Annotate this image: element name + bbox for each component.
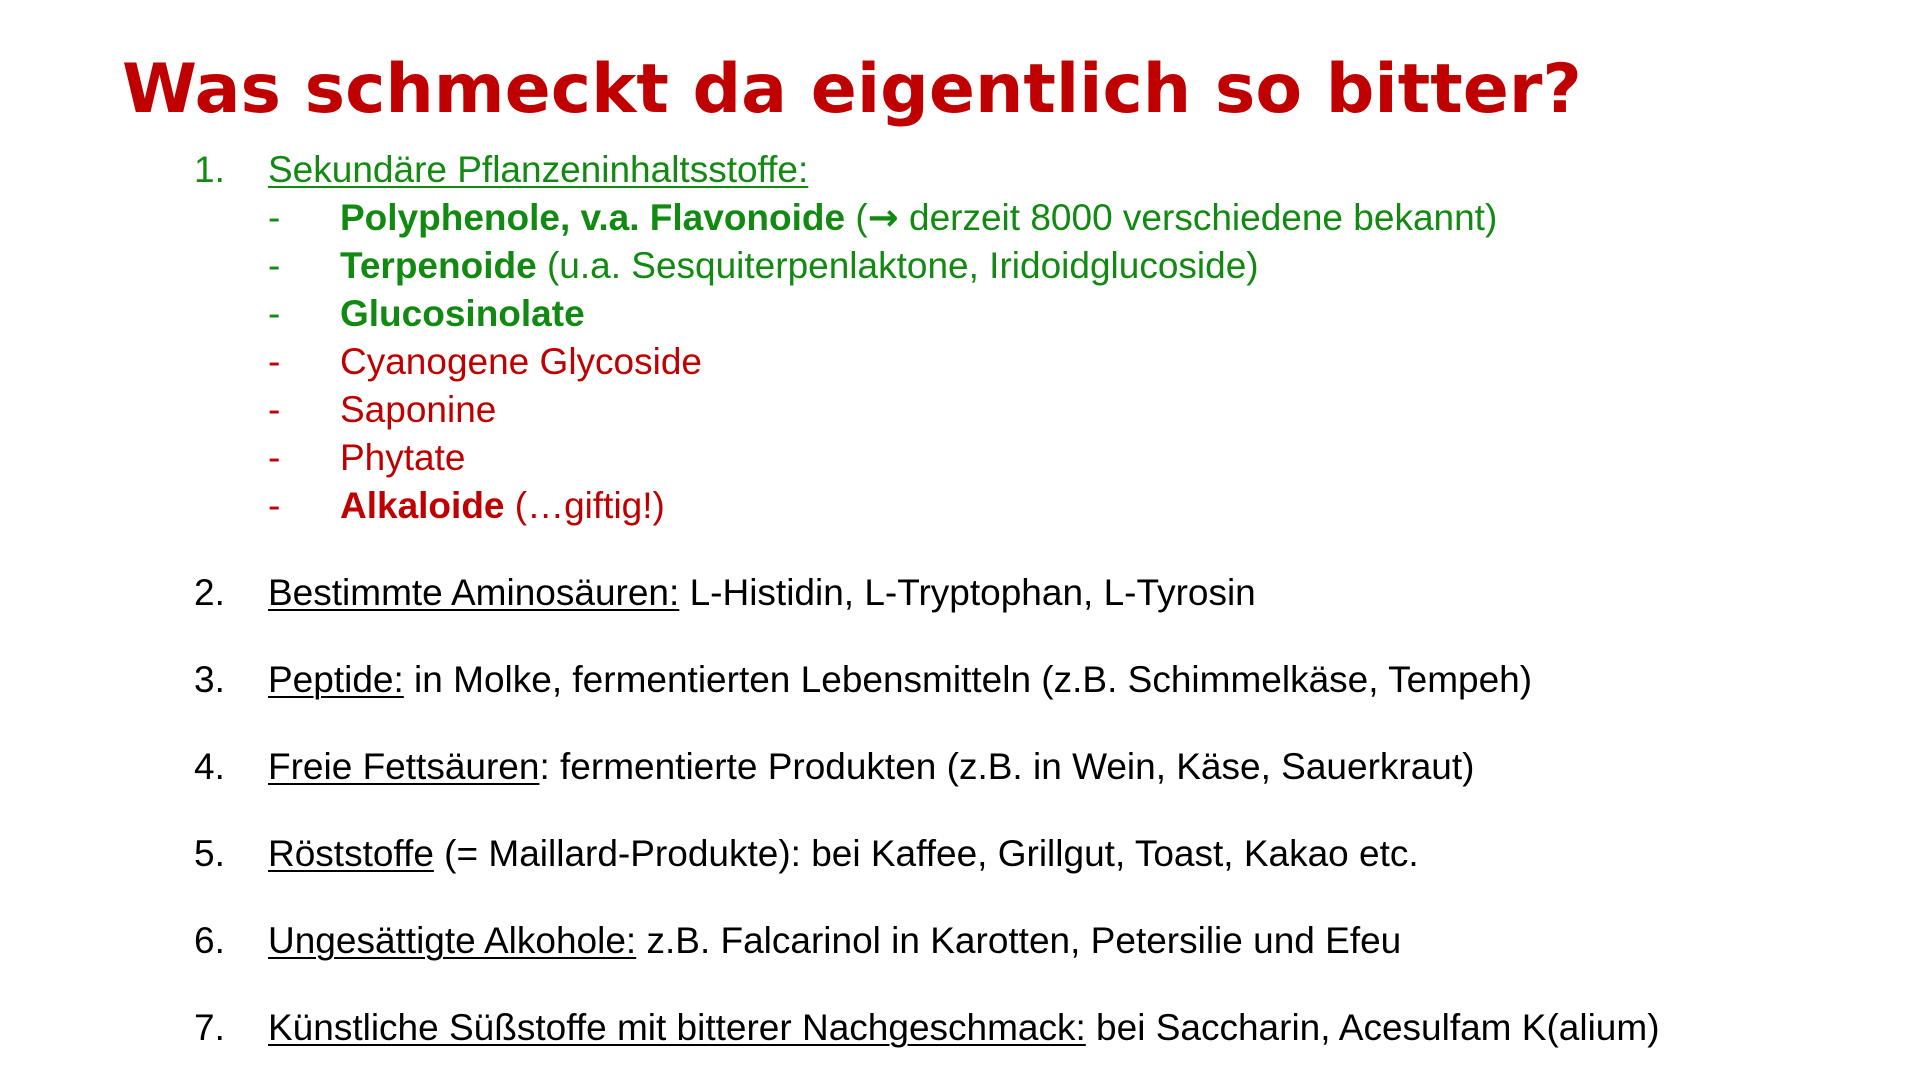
- list-item-1: [194, 146, 1894, 194]
- bullet-item: [194, 482, 1894, 530]
- arrow-right-icon: →: [867, 196, 899, 239]
- item-number: 2.: [194, 572, 225, 613]
- item-number: 7.: [194, 1007, 225, 1048]
- bullet-paren-open: (: [845, 197, 868, 238]
- item-heading: Peptide:: [268, 659, 404, 700]
- list-item-6: [194, 917, 1894, 965]
- item-number: 5.: [194, 833, 225, 874]
- item-text: L-Histidin, L-Tryptophan, L-Tyrosin: [679, 572, 1256, 613]
- bullet-dash: -: [268, 197, 281, 238]
- item-heading: Künstliche Süßstoffe mit bitterer Nachgeschmack:: [268, 1007, 1086, 1048]
- item-text: : fermentierte Produkten (z.B. in Wein, Käse, Sauerkraut): [539, 746, 1475, 787]
- item-text: bei Saccharin, Acesulfam K(alium): [1085, 1007, 1660, 1048]
- bullet-dash: -: [268, 485, 281, 526]
- item-heading: Sekundäre Pflanzeninhaltsstoffe:: [268, 149, 809, 190]
- content-list: [194, 146, 1894, 1052]
- item-text: z.B. Falcarinol in Karotten, Petersilie und Efeu: [636, 920, 1402, 961]
- bullet-item: [194, 434, 1894, 482]
- item-number: 6.: [194, 920, 225, 961]
- bullet-detail: (u.a. Sesquiterpenlaktone, Iridoidglucoside): [536, 245, 1259, 286]
- bullet-term: Saponine: [340, 389, 497, 430]
- item-number: 3.: [194, 659, 225, 700]
- item-heading: Bestimmte Aminosäuren:: [268, 572, 680, 613]
- bullet-item: [194, 194, 1894, 242]
- bullet-item: [194, 338, 1894, 386]
- bullet-bold-term: Glucosinolate: [340, 293, 585, 334]
- slide-title: Was schmeckt da eigentlich so bitter?: [122, 50, 1582, 129]
- list-item-4: [194, 743, 1894, 791]
- list-item-3: [194, 656, 1894, 704]
- bullet-dash: -: [268, 389, 281, 430]
- bullet-dash: -: [268, 341, 281, 382]
- bullet-bold-term: Alkaloide: [340, 485, 505, 526]
- bullet-dash: -: [268, 245, 281, 286]
- item-text: in Molke, fermentierten Lebensmitteln (z.B. Schimmelkäse, Tempeh): [403, 659, 1533, 700]
- bullet-list: [194, 194, 1894, 530]
- bullet-item: [194, 242, 1894, 290]
- bullet-bold-term: Terpenoide: [340, 245, 537, 286]
- bullet-dash: -: [268, 437, 281, 478]
- bullet-term: Phytate: [340, 437, 466, 478]
- item-number: 4.: [194, 746, 225, 787]
- bullet-detail: derzeit 8000 verschiedene bekannt): [898, 197, 1498, 238]
- bullet-bold-term: Polyphenole, v.a. Flavonoide: [340, 197, 846, 238]
- list-item-5: [194, 830, 1894, 878]
- bullet-item: [194, 386, 1894, 434]
- item-heading: Ungesättigte Alkohole:: [268, 920, 637, 961]
- item-heading: Freie Fettsäuren: [268, 746, 540, 787]
- list-item-2: [194, 569, 1894, 617]
- item-heading: Röststoffe: [268, 833, 434, 874]
- item-text: (= Maillard-Produkte): bei Kaffee, Grillgut, Toast, Kakao etc.: [433, 833, 1419, 874]
- list-item-7: [194, 1004, 1894, 1052]
- bullet-term: Cyanogene Glycoside: [340, 341, 702, 382]
- bullet-item: [194, 290, 1894, 338]
- bullet-detail: (…giftig!): [504, 485, 665, 526]
- item-number: 1.: [194, 149, 225, 190]
- bullet-dash: -: [268, 293, 281, 334]
